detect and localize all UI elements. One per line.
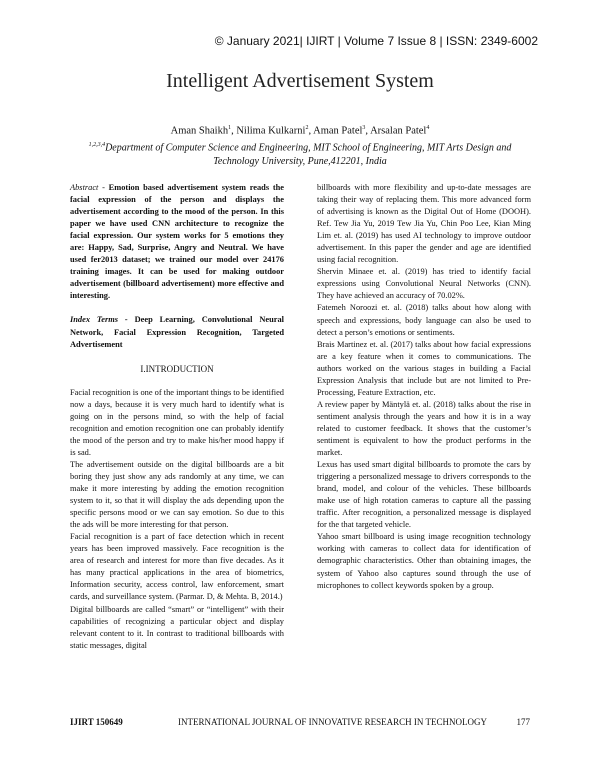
body-paragraph: Lexus has used smart digital billboards to promote the cars by triggering a personalized message to drivers corresponds to the brand, model, and colour of the vehicles. These billboards make use of high rotation cameras to capture all the passing traffic. After recognition, a personalized message is displayed for the that targeted vehicle. bbox=[317, 460, 531, 530]
footer-paper-id: IJIRT 150649 bbox=[70, 717, 123, 727]
page-number: 177 bbox=[516, 717, 530, 727]
body-paragraph: Fatemeh Noroozi et. al. (2018) talks about how along with speech and expressions, body language can also be used to detect a person’s emotions or sentiments. bbox=[317, 303, 531, 337]
body-paragraph: The advertisement outside on the digital billboards are a bit boring they just show any ads randomly at any time, we can make it more interesting by adding the emotion recognition system to it, so that it will display the ads depending upon the specific persons mood or we can say emotion. So due to this the ads will be more interesting for that person. bbox=[70, 459, 284, 530]
section-heading: I.INTRODUCTION bbox=[140, 363, 214, 374]
author-name: Aman Shaikh bbox=[170, 125, 229, 137]
right-column bbox=[317, 182, 531, 592]
author-sup: 3 bbox=[362, 125, 366, 131]
author-sup: 4 bbox=[426, 125, 430, 131]
body-paragraph: A review paper by Mäntylä et. al. (2018) talks about the rise in sentiment analysis through the years and how it is in a way related to customer feedback. It shows that the customer’s sentiment is equivalent to how the product performs in the market. bbox=[317, 399, 531, 458]
paper-title: Intelligent Advertisement System bbox=[166, 70, 434, 92]
journal-header: © January 2021| IJIRT | Volume 7 Issue 8 | ISSN: 2349-6002 bbox=[214, 34, 538, 48]
body-paragraph: Facial recognition is a part of face detection which in recent years has been improved massively. Face recognition is the area of research and interest for more than five decades. As it has many practical applications in the area of biometrics, Information security, access control, law enforcement, smart cards, and surveillance system. (Parmar. D, & Mehta. B, 2014.) bbox=[70, 532, 284, 602]
author-sup: 1 bbox=[228, 125, 232, 131]
affiliation bbox=[70, 139, 530, 168]
body-paragraph: billboards with more flexibility and up-to-date messages are taking their way of replacing them. This more advanced form of advertising is known as the Digital Out of Home (DOOH). Ref. Tew Jia Yu, 2019 Tew Jia Yu, Chin Poo Lee, Kian Ming Lim et. al. (2019) has used AI technology to improve outdoor advertisement. In this paper the gender and age are identified using facial recognition. bbox=[317, 183, 531, 265]
author-name: Nilima Kulkarni bbox=[236, 125, 306, 137]
author-name: Arsalan Patel bbox=[370, 125, 427, 137]
affiliation-sup: 1,2,3,4 bbox=[88, 142, 106, 148]
abstract-label: Abstract - bbox=[70, 183, 105, 192]
index-terms bbox=[70, 314, 284, 350]
index-terms-text: Deep Learning, Convolutional Neural Network, Facial Expression Recognition, Targeted Advertisement bbox=[70, 315, 284, 349]
left-column bbox=[70, 182, 284, 652]
abstract bbox=[70, 182, 284, 302]
body-paragraph: Yahoo smart billboard is using image recognition technology working with cameras to collect data for identification of demographic characteristics. Other than obtaining images, the system of Yahoo also captures sound through the use of microphones to collect keywords spoken by a group. bbox=[317, 532, 531, 590]
body-paragraph: Facial recognition is one of the important things to be identified now a days, because it is very much hard to identify what is going on in the persons mind, so with the help of facial recognition and emotion recognition one can probably identify the mood of the person and try to make his/her mood happy if is sad. bbox=[70, 387, 284, 457]
abstract-text: Emotion based advertisement system reads the facial expression of the person and displays the advertisement according to the mood of the person. In this paper we have used CNN architecture to recognize the facial expression. Our system works for 5 emotions they are: Happy, Sad, Surprise, Angry and Neutral. We have used fer2013 dataset; we trained our model over 24176 training images. It can be used for making outdoor advertisement (billboard advertisement) more effective and interesting. bbox=[70, 183, 285, 301]
body-paragraph: Digital billboards are called “smart” or “intelligent” with their capabilities of recognizing a particular object and display relevant content to it. In contrast to traditional billboards with static messages, digital bbox=[70, 604, 284, 650]
author-list: Aman Shaikh$^1$, Nilima Kulkarni$^2$, Aman Patel$^3$, Arsalan Patel$^4$ bbox=[170, 125, 430, 137]
body-paragraph: Brais Martinez et. al. (2017) talks about how facial expressions are a key feature when it comes to communications. The authors worked on the various stages in building a Facial Expression Analysis that include but are not limited to Pre-Processing, Feature Extraction, etc. bbox=[317, 339, 531, 397]
author-sup: 2 bbox=[305, 125, 309, 131]
affiliation-text: Department of Computer Science and Engineering, MIT School of Engineering, MIT Arts Design and Technology University, Pune,412201, India bbox=[105, 142, 512, 167]
index-terms-label: Index Terms - bbox=[70, 315, 128, 325]
body-paragraph: Shervin Minaee et. al. (2019) has tried to identify facial expressions using Convolutional Neural Networks (CNN). They have achieved an accuracy of 70.02%. bbox=[317, 267, 531, 301]
author-name: Aman Patel bbox=[313, 125, 363, 137]
footer-journal-name: INTERNATIONAL JOURNAL OF INNOVATIVE RESEARCH IN TECHNOLOGY bbox=[178, 717, 487, 727]
